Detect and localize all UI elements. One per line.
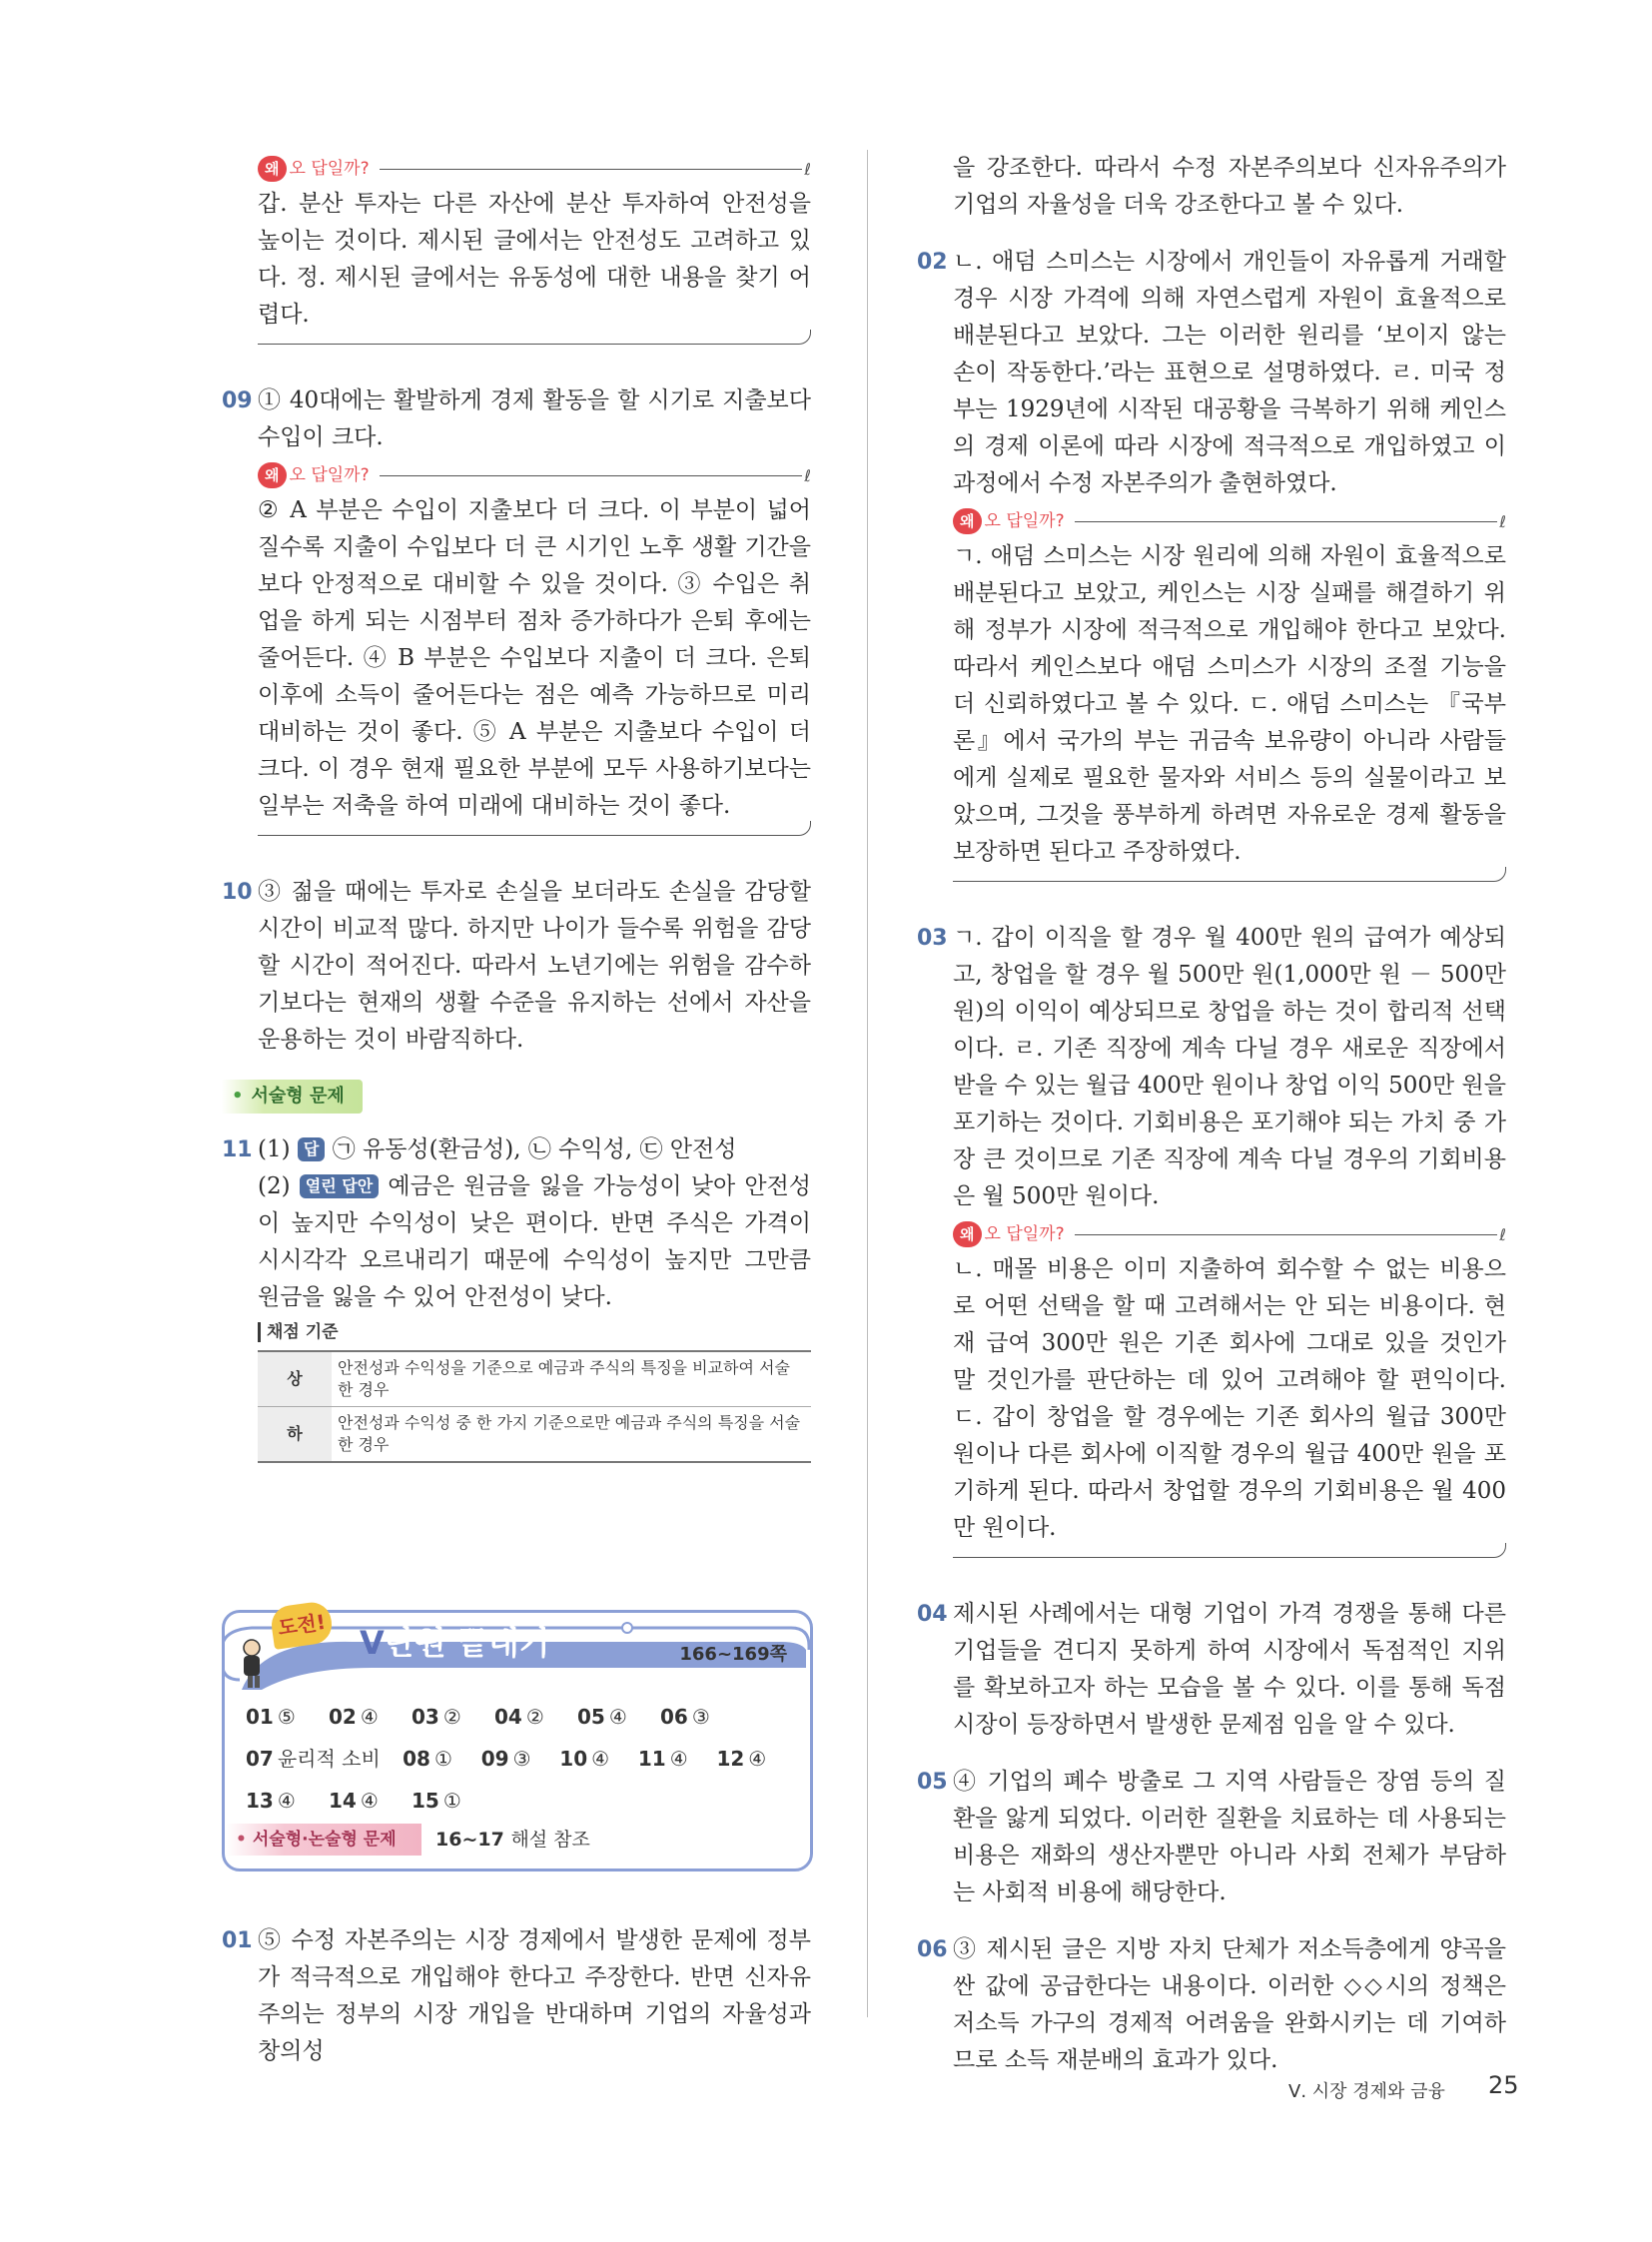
question-number: 11 bbox=[222, 1137, 253, 1162]
answer-part-1 bbox=[258, 1131, 811, 1168]
answer-number: 08 bbox=[403, 1747, 430, 1771]
why-wrong-rule bbox=[380, 169, 803, 170]
why-wrong-header bbox=[258, 152, 811, 186]
answer-number: 07 bbox=[246, 1747, 274, 1771]
climber-illustration-icon bbox=[222, 1634, 278, 1690]
why-wrong-header bbox=[258, 458, 811, 492]
answer-cell bbox=[329, 1696, 412, 1738]
question-06 bbox=[917, 1931, 1506, 2079]
why-wrong-badge: 왜 bbox=[953, 1221, 982, 1247]
answer-text: 을 강조한다. 따라서 수정 자본주의보다 신자유주의가 기업의 자율성을 더욱 강조한다고 볼 수 있다. bbox=[953, 155, 1506, 218]
answer-grid bbox=[246, 1696, 795, 1822]
question-10 bbox=[222, 874, 811, 1059]
answer-cell bbox=[494, 1696, 577, 1738]
answer-value: ④ bbox=[360, 1789, 379, 1813]
why-wrong-box bbox=[953, 504, 1506, 888]
answer-value: ① bbox=[433, 1747, 452, 1771]
answer-cell bbox=[559, 1738, 638, 1780]
answer-number: 05 bbox=[577, 1705, 605, 1729]
essay-discussion-tag bbox=[226, 1824, 421, 1856]
loop-ornament-icon: ℓ bbox=[1499, 511, 1506, 531]
why-wrong-label: 오 답일까? bbox=[289, 464, 370, 485]
section-footer: Ⅴ. 시장 경제와 금융 bbox=[1288, 2081, 1445, 2102]
why-wrong-badge: 왜 bbox=[258, 156, 287, 182]
essay-section-tag bbox=[222, 1080, 363, 1114]
answer-number: 12 bbox=[716, 1747, 745, 1771]
question-number: 06 bbox=[917, 1937, 948, 1962]
scoring-criteria-title: 채점 기준 bbox=[258, 1322, 339, 1342]
answer-number: 09 bbox=[480, 1747, 509, 1771]
answer-value: ① bbox=[442, 1789, 461, 1813]
essay-section-label: 서술형 문제 bbox=[251, 1086, 345, 1107]
answer-cell bbox=[246, 1738, 403, 1780]
criteria-row bbox=[258, 1351, 811, 1407]
why-wrong-text: 갑. 분산 투자는 다른 자산에 분산 투자하여 안전성을 높이는 것이다. 제시된 글에서는 안전성도 고려하고 있다. 정. 제시된 글에서는 유동성에 대한 내용을 찾기 어렵다. bbox=[258, 191, 811, 328]
why-wrong-text: ㄴ. 매몰 비용은 이미 지출하여 회수할 수 없는 비용으로 어떤 선택을 할 때 고려해서는 안 되는 비용이다. 현재 급여 300만 원은 기존 회사에 그대로 있을 것인가 말 것인가를 판단하는 데 있어 고려해야 할 편익이다. ㄷ. 갑이 창업을 할 경우에는 기존 회사의 월급 300만 원이나 다른 회사에 이직할 경우의 월급 400만 원을 포기하게 된다. 따라서 창업할 경우의 기회비용은 월 400만 원이다. bbox=[953, 1256, 1506, 1541]
page-number: 25 bbox=[1488, 2071, 1519, 2099]
answer-text: ⑤ 수정 자본주의는 시장 경제에서 발생한 문제에 정부가 적극적으로 개입해야 한다고 주장한다. 반면 신자유주의는 정부의 시장 개입을 반대하며 기업의 자율성과 창의성 bbox=[258, 1927, 811, 2064]
question-number: 03 bbox=[917, 926, 948, 951]
left-column-bottom bbox=[222, 1922, 811, 2070]
answer-number: 10 bbox=[559, 1747, 588, 1771]
answer-text: ㉠ 유동성(환금성), ㉡ 수익성, ㉢ 안전성 bbox=[332, 1136, 737, 1162]
unit-review-box bbox=[222, 1610, 811, 1871]
answer-number: 02 bbox=[329, 1705, 357, 1729]
answer-cell bbox=[329, 1780, 412, 1822]
criteria-level: 상 bbox=[258, 1351, 332, 1407]
why-wrong-header bbox=[953, 504, 1506, 538]
answer-text: ㄱ. 갑이 이직을 할 경우 월 400만 원의 급여가 예상되고, 창업을 할 경우 월 500만 원(1,000만 원 － 500만 원)의 이익이 예상되므로 창업을 하는 것이 합리적 선택이다. ㄹ. 기존 직장에 계속 다닐 경우 새로운 직장에서 받을 수 있는 월급 400만 원이나 창업 이익 500만 원을 포기하는 것이다. 기회비용은 포기해야 되는 가치 중 가장 큰 것이므로 기존 직장에 계속 다닐 경우의 기회비용은 월 500만 원이다. bbox=[953, 925, 1506, 1209]
why-wrong-rule bbox=[1075, 521, 1498, 522]
answer-cell bbox=[660, 1696, 743, 1738]
why-wrong-label: 오 답일까? bbox=[984, 1223, 1065, 1244]
why-wrong-header bbox=[953, 1217, 1506, 1251]
question-02 bbox=[917, 244, 1506, 502]
answer-value: ④ bbox=[669, 1747, 688, 1771]
question-number: 09 bbox=[222, 388, 253, 413]
answer-value: ⑤ bbox=[277, 1705, 296, 1729]
answer-row bbox=[246, 1696, 795, 1738]
question-number: 04 bbox=[917, 1602, 948, 1627]
question-09 bbox=[222, 382, 811, 456]
answer-value: ④ bbox=[360, 1705, 379, 1729]
part-prefix: (1) bbox=[258, 1136, 291, 1162]
criteria-row bbox=[258, 1407, 811, 1463]
answer-value: ③ bbox=[691, 1705, 710, 1729]
why-wrong-badge: 왜 bbox=[258, 462, 287, 488]
why-wrong-box bbox=[258, 152, 811, 351]
criteria-desc: 안전성과 수익성을 기준으로 예금과 주식의 특징을 비교하여 서술한 경우 bbox=[332, 1351, 811, 1407]
unit-roman-numeral: V bbox=[360, 1624, 385, 1662]
question-01-continued bbox=[917, 150, 1506, 224]
why-wrong-rule bbox=[1075, 1234, 1498, 1235]
bullet-icon: • bbox=[232, 1086, 244, 1107]
why-wrong-label: 오 답일까? bbox=[984, 510, 1065, 531]
criteria-desc: 안전성과 수익성 중 한 가지 기준으로만 예금과 주식의 특징을 서술한 경우 bbox=[332, 1407, 811, 1463]
left-column bbox=[222, 150, 811, 1463]
open-answer-pill: 열린 답안 bbox=[300, 1174, 379, 1198]
question-01 bbox=[222, 1922, 811, 2070]
answer-value: ③ bbox=[512, 1747, 531, 1771]
answer-number: 01 bbox=[246, 1705, 274, 1729]
answer-value: ② bbox=[525, 1705, 544, 1729]
question-number: 02 bbox=[917, 250, 948, 275]
why-wrong-rule bbox=[380, 475, 803, 476]
bullet-icon: • bbox=[236, 1830, 247, 1850]
loop-ornament-icon: ℓ bbox=[1499, 1224, 1506, 1244]
question-05 bbox=[917, 1764, 1506, 1911]
why-wrong-closer bbox=[258, 330, 811, 345]
answer-number: 04 bbox=[494, 1705, 522, 1729]
answer-text: ③ 제시된 글은 지방 자치 단체가 저소득층에게 양곡을 싼 값에 공급한다는 내용이다. 이러한 ◇◇시의 정책은 저소득 가구의 경제적 어려움을 완화시키는 데 기여하므로 소득 재분배의 효과가 있다. bbox=[953, 1936, 1506, 2073]
why-wrong-text: ② A 부분은 수입이 지출보다 더 크다. 이 부분이 넓어질수록 지출이 수입보다 더 큰 시기인 노후 생활 기간을 보다 안정적으로 대비할 수 있을 것이다. ③ 수입은 취업을 하게 되는 시점부터 점차 증가하다가 은퇴 후에는 줄어든다. ④ B 부분은 수입보다 지출이 더 크다. 은퇴 이후에 소득이 줄어든다는 점은 예측 가능하므로 미리 대비하는 것이 좋다. ⑤ A 부분은 지출보다 수입이 더 크다. 이 경우 현재 필요한 부분에 모두 사용하기보다는 일부는 저축을 하여 미래에 대비하는 것이 좋다. bbox=[258, 497, 811, 819]
answer-cell bbox=[716, 1738, 795, 1780]
answer-cell bbox=[577, 1696, 660, 1738]
answer-number: 11 bbox=[637, 1747, 666, 1771]
criteria-level: 하 bbox=[258, 1407, 332, 1463]
right-column bbox=[917, 150, 1506, 2079]
question-number: 10 bbox=[222, 880, 253, 905]
question-number: 05 bbox=[917, 1770, 948, 1795]
answer-value: ② bbox=[442, 1705, 461, 1729]
unit-page-range: 166~169쪽 bbox=[679, 1644, 787, 1665]
answer-number: 03 bbox=[412, 1705, 439, 1729]
answer-cell bbox=[246, 1696, 329, 1738]
answer-cell bbox=[638, 1738, 717, 1780]
unit-title bbox=[360, 1618, 549, 1664]
answer-cell bbox=[403, 1738, 481, 1780]
answer-text: ③ 젊을 때에는 투자로 손실을 보더라도 손실을 감당할 시간이 비교적 많다. 하지만 나이가 들수록 위험을 감당할 시간이 적어진다. 따라서 노년기에는 위험을 감수하기보다는 현재의 생활 수준을 유지하는 선에서 자산을 운용하는 것이 바람직하다. bbox=[258, 879, 811, 1053]
answer-row bbox=[246, 1738, 795, 1780]
part-prefix: (2) bbox=[258, 1173, 291, 1199]
answer-number: 15 bbox=[412, 1789, 439, 1813]
answer-text: ④ 기업의 폐수 방출로 그 지역 사람들은 장염 등의 질환을 앓게 되었다. 이러한 질환을 치료하는 데 사용되는 비용은 재화의 생산자뿐만 아니라 사회 전체가 부담하는 사회적 비용에 해당한다. bbox=[953, 1769, 1506, 1905]
answer-text: 예금은 원금을 잃을 가능성이 낮아 안전성이 높지만 수익성이 낮은 편이다. 반면 주식은 가격이 시시각각 오르내리기 때문에 수익성이 높지만 그만큼 원금을 잃을 수 있어 안전성이 낮다. bbox=[258, 1173, 812, 1310]
answer-cell bbox=[481, 1738, 560, 1780]
scoring-criteria-table bbox=[258, 1350, 811, 1463]
answer-value: ④ bbox=[591, 1747, 610, 1771]
why-wrong-box bbox=[953, 1217, 1506, 1564]
reference-text: 해설 참조 bbox=[510, 1829, 590, 1851]
question-number: 01 bbox=[222, 1928, 253, 1953]
answer-value: ④ bbox=[277, 1789, 296, 1813]
unit-reference bbox=[435, 1824, 590, 1856]
unit-title-text: 단원 끝내기 bbox=[384, 1624, 550, 1662]
question-04 bbox=[917, 1596, 1506, 1744]
answer-pill: 답 bbox=[298, 1137, 325, 1161]
question-03 bbox=[917, 920, 1506, 1215]
answer-row bbox=[246, 1780, 795, 1822]
answer-cell bbox=[412, 1780, 494, 1822]
why-wrong-badge: 왜 bbox=[953, 508, 982, 534]
answer-number: 14 bbox=[329, 1789, 357, 1813]
answer-cell bbox=[246, 1780, 329, 1822]
answer-value: 윤리적 소비 bbox=[277, 1747, 381, 1771]
column-divider bbox=[867, 150, 868, 2017]
answer-text: ㄴ. 애덤 스미스는 시장에서 개인들이 자유롭게 거래할 경우 시장 가격에 의해 자연스럽게 자원이 효율적으로 배분된다고 보았다. 그는 이러한 원리를 ‘보이지 않는 손이 작동한다.’라는 표현으로 설명하였다. ㄹ. 미국 정부는 1929년에 시작된 대공황을 극복하기 위해 케인스의 경제 이론에 따라 시장에 적극적으로 개입하였고 이 과정에서 수정 자본주의가 출현하였다. bbox=[953, 249, 1506, 496]
answer-number: 06 bbox=[660, 1705, 688, 1729]
essay-discussion-label: 서술형·논술형 문제 bbox=[252, 1830, 397, 1850]
challenge-badge: 도전! bbox=[269, 1600, 334, 1650]
answer-value: ④ bbox=[608, 1705, 627, 1729]
answer-text: ① 40대에는 활발하게 경제 활동을 할 시기로 지출보다 수입이 크다. bbox=[258, 387, 811, 450]
answer-text: 제시된 사례에서는 대형 기업이 가격 경쟁을 통해 다른 기업들을 견디지 못하게 하여 시장에서 독점적인 지위를 확보하고자 하는 모습을 볼 수 있다. 이를 통해 독점 시장이 등장하면서 발생한 문제점 임을 알 수 있다. bbox=[953, 1601, 1506, 1738]
answer-number: 13 bbox=[246, 1789, 274, 1813]
reference-range: 16~17 bbox=[435, 1829, 504, 1851]
loop-ornament-icon: ℓ bbox=[804, 465, 811, 485]
question-11 bbox=[222, 1131, 811, 1316]
why-wrong-label: 오 답일까? bbox=[289, 158, 370, 179]
why-wrong-text: ㄱ. 애덤 스미스는 시장 원리에 의해 자원이 효율적으로 배분된다고 보았고, 케인스는 시장 실패를 해결하기 위해 정부가 시장에 적극적으로 개입해야 한다고 보았다. 따라서 케인스보다 애덤 스미스가 시장의 조절 기능을 더 신뢰하였다고 볼 수 있다. ㄷ. 애덤 스미스는 『국부론』에서 국가의 부는 귀금속 보유량이 아니라 사람들에게 실제로 필요한 물자와 서비스 등의 실물이라고 보았으며, 그것을 풍부하게 하려면 자유로운 경제 활동을 보장하면 된다고 주장하였다. bbox=[953, 543, 1506, 865]
answer-value: ④ bbox=[748, 1747, 767, 1771]
answer-part-2 bbox=[258, 1168, 811, 1316]
why-wrong-box bbox=[258, 458, 811, 842]
answer-cell bbox=[412, 1696, 494, 1738]
loop-ornament-icon: ℓ bbox=[804, 159, 811, 179]
